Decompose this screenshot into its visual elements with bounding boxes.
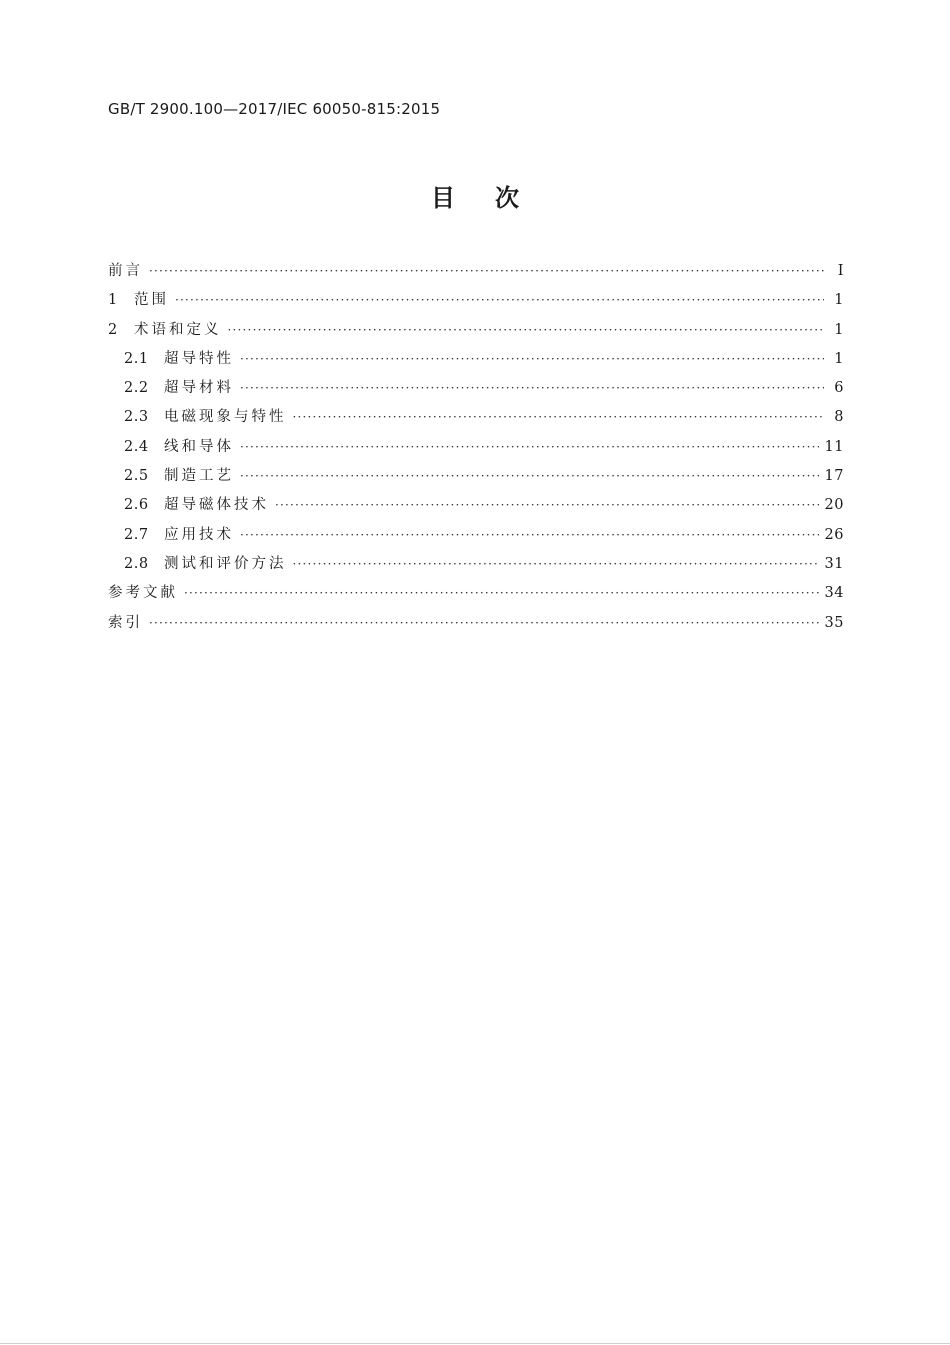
toc-leader-dots xyxy=(240,469,819,483)
toc-entry-label: 测试和评价方法 xyxy=(164,555,287,572)
toc-entry-label: 电磁现象与特性 xyxy=(164,409,287,426)
toc-leader-dots xyxy=(293,557,819,571)
toc-entry-number: 2.8 xyxy=(124,555,149,572)
table-of-contents xyxy=(108,259,844,640)
toc-leader-dots xyxy=(240,440,819,454)
toc-entry-number: 2.7 xyxy=(124,526,149,543)
toc-entry-page: 1 xyxy=(834,321,844,338)
toc-entry-page: 8 xyxy=(834,409,844,426)
toc-entry-page: 26 xyxy=(824,526,844,543)
toc-entry-2-3[interactable] xyxy=(108,405,844,434)
toc-entry-terms[interactable] xyxy=(108,318,844,347)
toc-leader-dots xyxy=(184,586,819,600)
toc-entry-number: 1 xyxy=(108,292,118,309)
toc-entry-page: 1 xyxy=(834,292,844,309)
toc-entry-2-7[interactable] xyxy=(108,523,844,552)
toc-leader-dots xyxy=(228,323,825,337)
toc-entry-2-5[interactable] xyxy=(108,464,844,493)
toc-leader-dots xyxy=(240,381,824,395)
toc-leader-dots xyxy=(240,528,819,542)
toc-leader-dots xyxy=(149,264,824,278)
page-bottom-edge xyxy=(0,1343,950,1344)
toc-entry-page: 17 xyxy=(824,468,844,485)
toc-entry-label: 术语和定义 xyxy=(134,321,222,338)
toc-entry-label: 制造工艺 xyxy=(164,468,234,485)
toc-entry-index[interactable] xyxy=(108,611,844,640)
toc-leader-dots xyxy=(293,410,825,424)
toc-entry-2-8[interactable] xyxy=(108,552,844,581)
toc-leader-dots xyxy=(275,498,819,512)
toc-entry-number: 2 xyxy=(108,321,118,338)
toc-entry-page: Ⅰ xyxy=(837,263,844,279)
toc-entry-label: 参考文献 xyxy=(108,585,178,602)
toc-leader-dots xyxy=(149,616,819,630)
toc-entry-page: 35 xyxy=(824,614,844,631)
toc-entry-label: 超导材料 xyxy=(164,380,234,397)
toc-entry-number: 2.6 xyxy=(124,497,149,514)
toc-entry-2-2[interactable] xyxy=(108,376,844,405)
standard-number-header: GB/T 2900.100—2017/IEC 60050-815:2015 xyxy=(108,100,441,118)
toc-entry-page: 31 xyxy=(824,555,844,572)
toc-entry-page: 11 xyxy=(824,438,844,455)
toc-entry-page: 34 xyxy=(824,585,844,602)
toc-entry-label: 超导特性 xyxy=(164,350,234,367)
toc-entry-number: 2.4 xyxy=(124,438,149,455)
toc-entry-label: 超导磁体技术 xyxy=(164,497,269,514)
toc-entry-label: 线和导体 xyxy=(164,438,234,455)
toc-entry-2-6[interactable] xyxy=(108,493,844,522)
toc-entry-label: 应用技术 xyxy=(164,526,234,543)
toc-entry-label: 索引 xyxy=(108,614,143,631)
toc-entry-2-1[interactable] xyxy=(108,347,844,376)
toc-entry-page: 20 xyxy=(824,497,844,514)
toc-entry-bibliography[interactable] xyxy=(108,581,844,610)
toc-entry-page: 6 xyxy=(834,380,844,397)
toc-entry-label: 范围 xyxy=(134,292,169,309)
toc-entry-scope[interactable] xyxy=(108,288,844,317)
toc-leader-dots xyxy=(175,293,824,307)
toc-entry-foreword[interactable] xyxy=(108,259,844,288)
toc-entry-page: 1 xyxy=(834,350,844,367)
toc-entry-number: 2.2 xyxy=(124,380,149,397)
toc-leader-dots xyxy=(240,352,824,366)
toc-entry-number: 2.3 xyxy=(124,409,149,426)
toc-entry-number: 2.1 xyxy=(124,350,149,367)
toc-entry-2-4[interactable] xyxy=(108,435,844,464)
toc-entry-number: 2.5 xyxy=(124,468,149,485)
toc-title: 目次 xyxy=(431,184,559,212)
toc-entry-label: 前言 xyxy=(108,263,143,279)
